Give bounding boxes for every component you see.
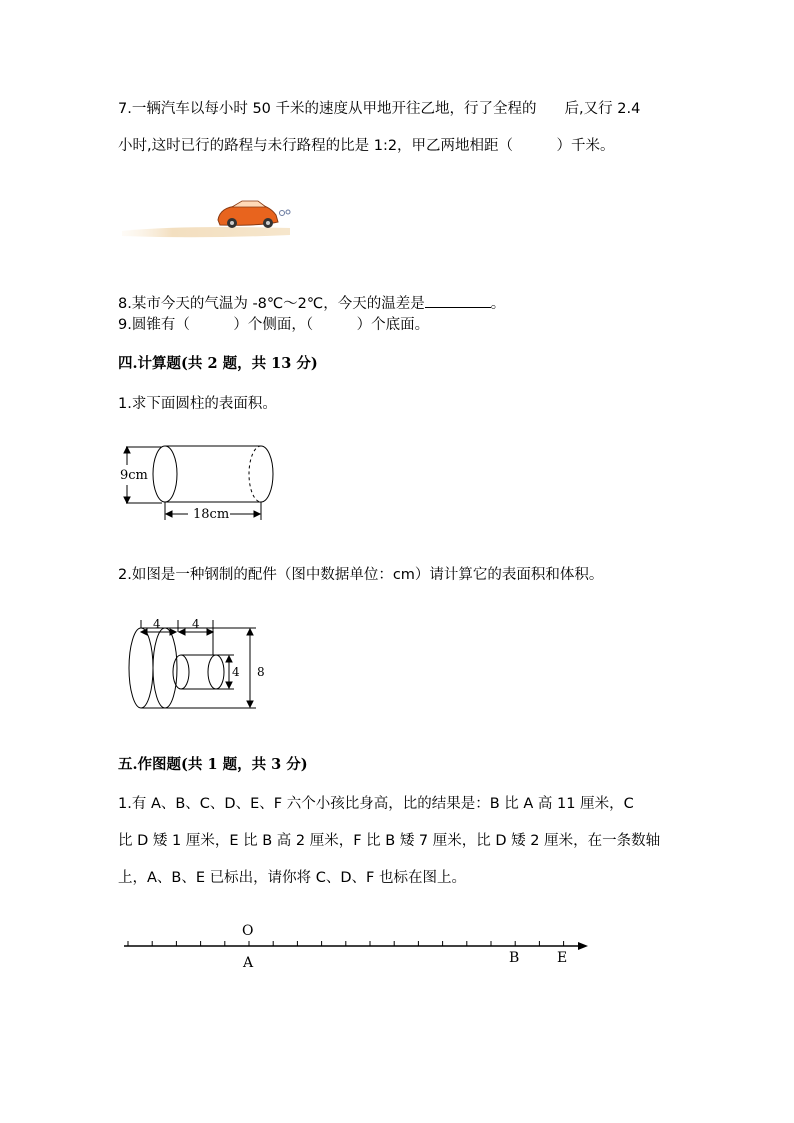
cylinder-figure — [118, 440, 288, 530]
number-line[interactable] — [120, 915, 600, 975]
s4-problem1: 1.求下面圆柱的表面积。 — [118, 396, 277, 412]
length-label: 18cm — [193, 507, 230, 522]
answer-blank[interactable] — [425, 295, 491, 308]
point-b-label: B — [509, 950, 520, 966]
section5-heading: 五.作图题(共 1 题，共 3 分) — [118, 756, 308, 773]
s4-problem2: 2.如图是一种钢制的配件（图中数据单位：cm）请计算它的表面积和体积。 — [118, 567, 604, 583]
point-e-label: E — [557, 950, 568, 966]
s5-line2: 比 D 矮 1 厘米，E 比 B 高 2 厘米，F 比 B 矮 7 厘米，比 D 矮 2 厘米，在一条数轴 — [118, 833, 661, 849]
outer-height-label: 8 — [257, 665, 265, 679]
section4-heading: 四.计算题(共 2 题，共 13 分) — [118, 355, 318, 372]
steel-part-figure — [118, 612, 278, 722]
car-illustration — [120, 195, 300, 245]
q7-line2 — [118, 134, 615, 155]
q8-text-b: 。 — [490, 296, 506, 312]
dim-a-label: 4 — [153, 617, 161, 631]
car-body — [218, 201, 290, 228]
q7-line1 — [118, 97, 640, 118]
height-label: 9cm — [120, 468, 148, 483]
origin-label: O — [242, 923, 254, 939]
point-a-label: A — [243, 955, 254, 971]
inner-height-label: 4 — [232, 665, 240, 679]
q7-line2-text: 小时,这时已行的路程与未行路程的比是 1:2，甲乙两地相距（ ）千米。 — [118, 138, 615, 154]
road-streak — [122, 227, 290, 237]
q7-line1b-text: 后,又行 2.4 — [564, 101, 641, 117]
s5-line3: 上，A、B、E 已标出，请你将 C、D、F 也标在图上。 — [118, 870, 466, 886]
axis-arrow — [578, 942, 588, 950]
q9-line — [118, 313, 429, 334]
q8-line — [118, 292, 505, 313]
q8-text-a: 8.某市今天的气温为 -8℃～2℃，今天的温差是 — [118, 296, 425, 312]
q7-line1-text: 7.一辆汽车以每小时 50 千米的速度从甲地开往乙地，行了全程的 — [118, 101, 537, 117]
s5-line1: 1.有 A、B、C、D、E、F 六个小孩比身高，比的结果是：B 比 A 高 11 厘米，C — [118, 796, 634, 812]
q9-text: 9.圆锥有（ ）个侧面，（ ）个底面。 — [118, 317, 430, 333]
dim-b-label: 4 — [192, 617, 200, 631]
